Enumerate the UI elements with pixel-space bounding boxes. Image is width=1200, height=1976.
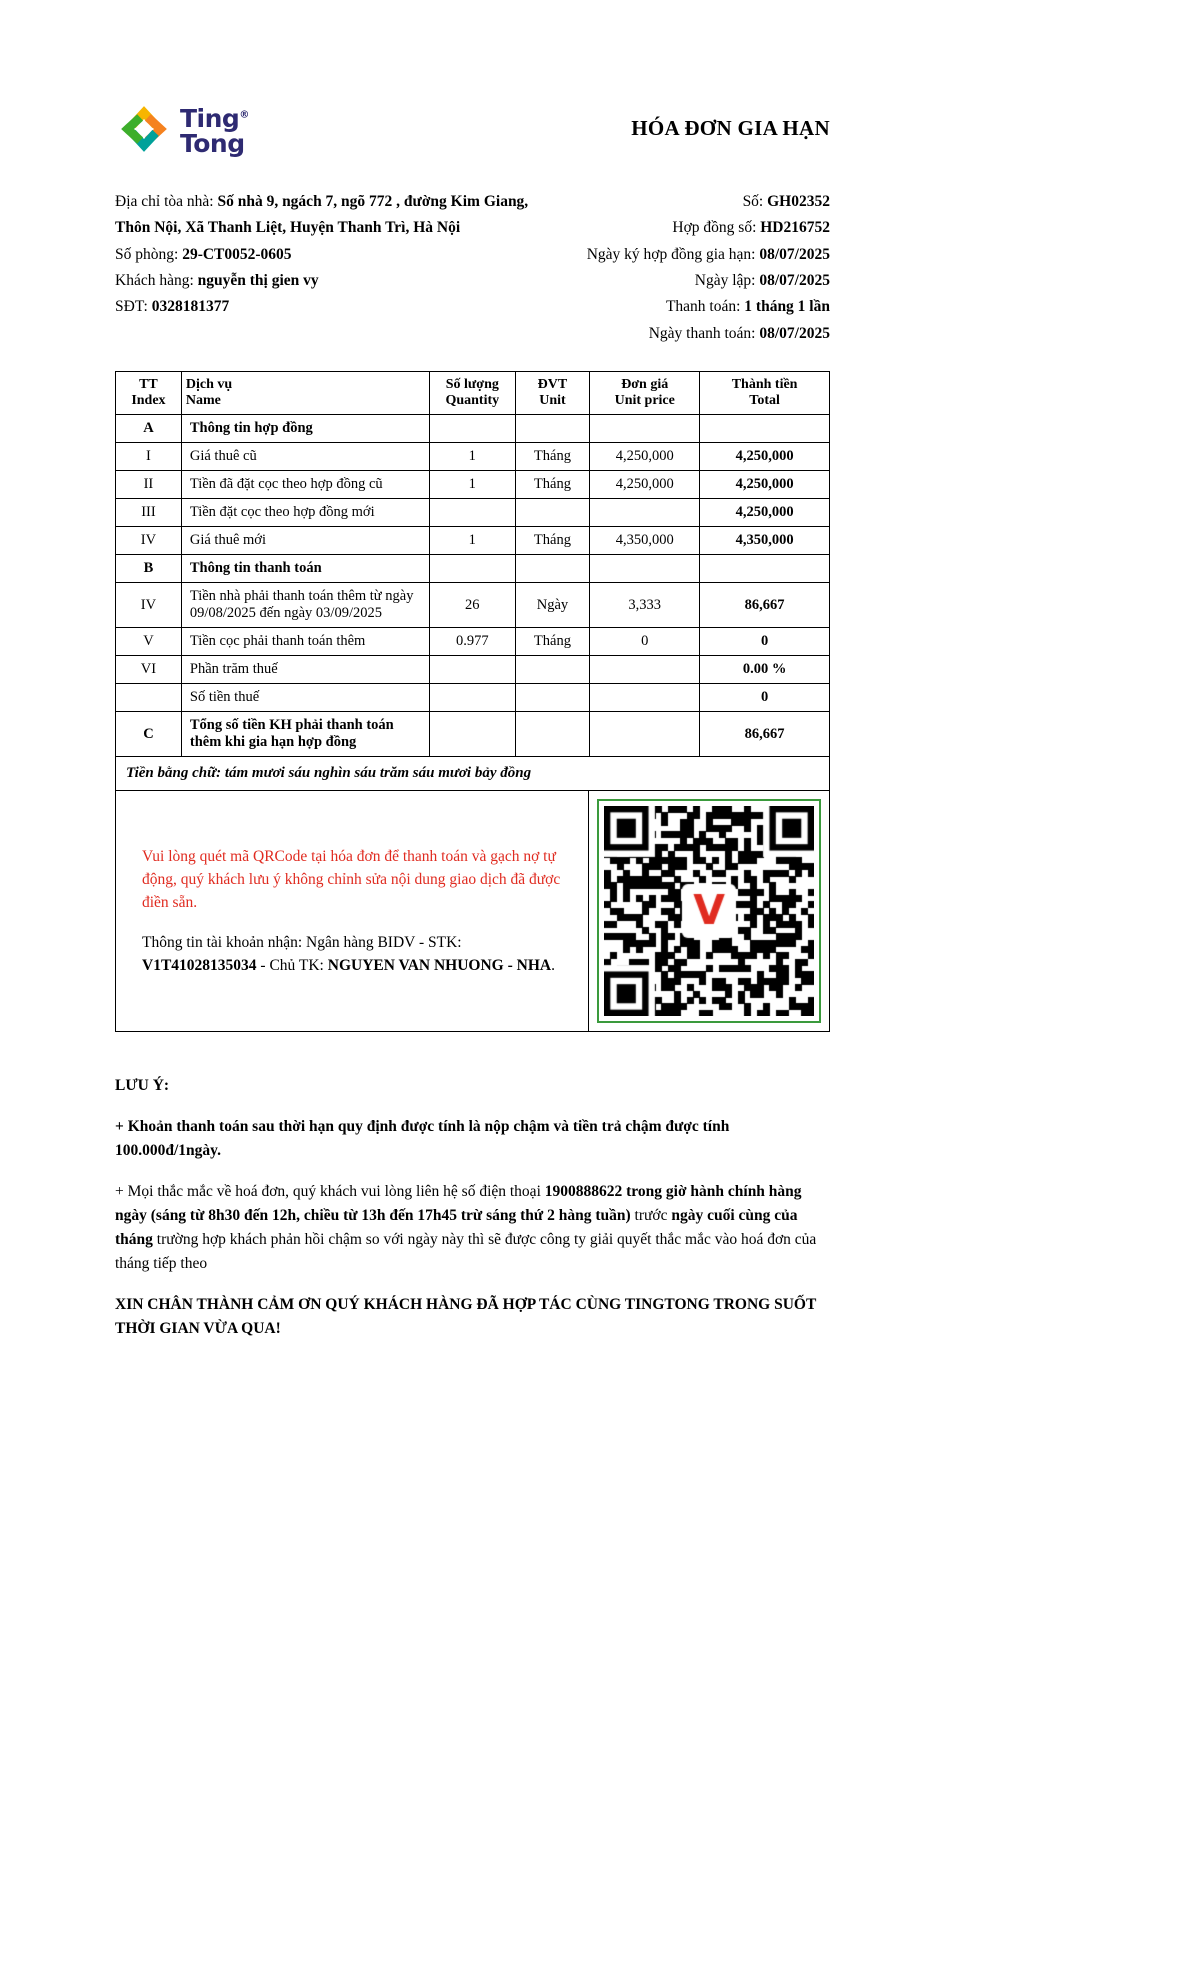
column-header-name (181, 372, 429, 415)
invoice-table-body (116, 415, 830, 757)
deadline-text: ngày cuối cùng của tháng (115, 1207, 798, 1249)
qr-payment-instructions: Vui lòng quét mã QRCode tại hóa đơn để thanh toán và gạch nợ tự động, quý khách lưu ý không chỉnh sửa nội dung giao dịch đã được điền sẵn. (142, 847, 561, 912)
footer-notes (115, 1074, 830, 1341)
payment-cycle-value: 1 tháng 1 lần (744, 298, 830, 316)
account-number: V1T41028135034 (142, 956, 257, 974)
cell-total: 0 (700, 628, 830, 656)
column-header-total (700, 372, 830, 415)
cell-qty: 1 (429, 471, 515, 499)
header-line: Dịch vụ (185, 377, 233, 393)
cell-unit: Tháng (515, 471, 590, 499)
cell-index: IV (116, 527, 182, 555)
cell-price: 4,350,000 (590, 527, 700, 555)
cell-name: Thông tin hợp đồng (181, 415, 429, 443)
payment-box (115, 790, 830, 1032)
issue-date-value: 08/07/2025 (759, 272, 830, 290)
qr-canvas (604, 806, 814, 1016)
room-number (115, 242, 535, 268)
cell-price: 4,250,000 (590, 443, 700, 471)
cell-total: 0.00 % (700, 656, 830, 684)
table-row (116, 555, 830, 583)
contract-number-value: HD216752 (760, 219, 830, 237)
cell-unit (515, 712, 590, 757)
invoice-number (535, 189, 830, 215)
header-line: TT (139, 377, 158, 393)
cell-name: Tiền đặt cọc theo hợp đồng mới (181, 499, 429, 527)
tingtong-logo-text (180, 104, 249, 158)
account-holder: NGUYEN VAN NHUONG - NHA (327, 956, 552, 974)
table-row (116, 684, 830, 712)
cell-total: 4,350,000 (700, 527, 830, 555)
cell-total: 4,250,000 (700, 471, 830, 499)
renewal-sign-date-label: Ngày ký hợp đồng gia hạn: (586, 245, 760, 263)
cell-qty (429, 712, 515, 757)
building-address (115, 189, 535, 242)
cell-price (590, 499, 700, 527)
issue-date-label: Ngày lập: (694, 272, 760, 290)
invoice-number-label: Số: (742, 193, 768, 210)
contact-note-text: trường hợp khách phản hồi chậm so với ngày này thì sẽ được công ty giải quyết thắc mắc vào hoá đơn của tháng tiếp theo (115, 1231, 817, 1273)
cell-unit (515, 415, 590, 443)
cell-unit (515, 656, 590, 684)
info-left (115, 189, 535, 347)
payment-text-cell (116, 791, 589, 1031)
cell-name: Giá thuê mới (181, 527, 429, 555)
cell-price (590, 415, 700, 443)
cell-qty (429, 415, 515, 443)
header-line: Index (131, 393, 166, 409)
late-payment-note: + Khoản thanh toán sau thời hạn quy định được tính là nộp chậm và tiền trả chậm được tính 100.000đ/1ngày. (115, 1118, 730, 1160)
table-row (116, 415, 830, 443)
cell-total (700, 415, 830, 443)
header-line: Unit price (614, 393, 675, 409)
cell-total: 4,250,000 (700, 443, 830, 471)
payment-cycle (535, 294, 830, 320)
cell-index: II (116, 471, 182, 499)
contract-number (535, 215, 830, 241)
phone-number (115, 294, 535, 320)
cell-index: I (116, 443, 182, 471)
cell-index: III (116, 499, 182, 527)
table-row (116, 583, 830, 628)
phone-number-label: SĐT: (115, 298, 152, 316)
issue-date (535, 268, 830, 294)
header-line: Unit (539, 393, 566, 409)
cell-index: IV (116, 583, 182, 628)
table-header-row (116, 372, 830, 415)
cell-total: 86,667 (700, 583, 830, 628)
header (115, 100, 830, 163)
contact-note (115, 1180, 830, 1276)
cell-name: Tiền cọc phải thanh toán thêm (181, 628, 429, 656)
header-line: Thành tiền (731, 377, 798, 393)
cell-name: Phần trăm thuế (181, 656, 429, 684)
header-line: Name (185, 393, 221, 409)
header-line: Quantity (445, 393, 500, 409)
qr-code (597, 799, 821, 1023)
cell-price (590, 555, 700, 583)
table-row (116, 656, 830, 684)
renewal-sign-date (535, 242, 830, 268)
cell-qty (429, 499, 515, 527)
logo-line1: Ting (180, 104, 240, 133)
header-line: ĐVT (537, 377, 568, 393)
cell-unit: Tháng (515, 527, 590, 555)
room-number-label: Số phòng: (115, 245, 183, 263)
amount-in-words: Tiền bằng chữ: tám mươi sáu nghìn sáu trăm sáu mươi bảy đồng (116, 757, 830, 791)
hotline-number: 1900888622 trong giờ hành chính hàng ngày (sáng từ 8h30 đến 12h, chiều từ 13h đến 17h45 trừ sáng thứ 2 hàng tuần) (115, 1183, 802, 1225)
payment-date-label: Ngày thanh toán: (648, 324, 760, 342)
phone-number-value: 0328181377 (151, 298, 230, 316)
cell-total: 4,250,000 (700, 499, 830, 527)
cell-index: V (116, 628, 182, 656)
header-line: Đơn giá (621, 377, 669, 393)
cell-index: C (116, 712, 182, 757)
column-header-unit-price (590, 372, 700, 415)
cell-name: Tổng số tiền KH phải thanh toán thêm khi gia hạn hợp đồng (181, 712, 429, 757)
cell-qty: 26 (429, 583, 515, 628)
cell-qty: 0.977 (429, 628, 515, 656)
cell-qty (429, 555, 515, 583)
cell-unit (515, 499, 590, 527)
amount-in-words-row (116, 757, 830, 791)
building-address-value: Số nhà 9, ngách 7, ngõ 772 , đường Kim Giang, Thôn Nội, Xã Thanh Liệt, Huyện Thanh Trì, Hà Nội (115, 193, 529, 237)
room-number-value: 29-CT0052-0605 (182, 245, 292, 263)
notes-heading: LƯU Ý: (115, 1077, 170, 1095)
account-info (142, 931, 562, 978)
header-line: Total (749, 393, 780, 409)
invoice-table (115, 371, 830, 791)
cell-unit: Tháng (515, 443, 590, 471)
cell-total (700, 555, 830, 583)
cell-qty: 1 (429, 527, 515, 555)
contact-note-text: + Mọi thắc mắc về hoá đơn, quý khách vui lòng liên hệ số điện thoại (115, 1183, 545, 1201)
cell-index (116, 684, 182, 712)
cell-price (590, 712, 700, 757)
table-row (116, 471, 830, 499)
qr-cell (589, 791, 829, 1031)
cell-name: Tiền nhà phải thanh toán thêm từ ngày 09/08/2025 đến ngày 03/09/2025 (181, 583, 429, 628)
column-header-index (116, 372, 182, 415)
tingtong-logo (115, 100, 249, 163)
invoice-info (115, 189, 830, 347)
payment-cycle-label: Thanh toán: (665, 298, 745, 316)
customer-name-label: Khách hàng: (115, 272, 198, 290)
account-info-suffix: . (551, 956, 555, 974)
table-row (116, 628, 830, 656)
column-header-quantity (429, 372, 515, 415)
info-right (535, 189, 830, 347)
customer-name (115, 268, 535, 294)
registered-mark: ® (239, 109, 249, 121)
cell-unit: Tháng (515, 628, 590, 656)
cell-qty (429, 656, 515, 684)
logo-line2: Tong (180, 128, 245, 158)
invoice-number-value: GH02352 (767, 193, 830, 210)
cell-name: Tiền đã đặt cọc theo hợp đồng cũ (181, 471, 429, 499)
page-title: HÓA ĐƠN GIA HẠN (631, 116, 830, 140)
cell-total: 86,667 (700, 712, 830, 757)
cell-unit (515, 684, 590, 712)
cell-name: Số tiền thuế (181, 684, 429, 712)
contract-number-label: Hợp đồng số: (672, 219, 761, 237)
thank-you-note: XIN CHÂN THÀNH CẢM ƠN QUÝ KHÁCH HÀNG ĐÃ HỢP TÁC CÙNG TINGTONG TRONG SUỐT THỜI GIAN VỪA QUA! (115, 1296, 817, 1338)
cell-name: Giá thuê cũ (181, 443, 429, 471)
building-address-label: Địa chỉ tòa nhà: (115, 193, 218, 210)
cell-price: 4,250,000 (590, 471, 700, 499)
cell-unit: Ngày (515, 583, 590, 628)
cell-unit (515, 555, 590, 583)
header-line: Số lượng (445, 377, 499, 393)
cell-index: VI (116, 656, 182, 684)
cell-qty (429, 684, 515, 712)
table-row (116, 499, 830, 527)
cell-index: A (116, 415, 182, 443)
table-row (116, 527, 830, 555)
cell-name: Thông tin thanh toán (181, 555, 429, 583)
renewal-sign-date-value: 08/07/2025 (759, 245, 830, 263)
cell-qty: 1 (429, 443, 515, 471)
cell-price (590, 656, 700, 684)
contact-note-text: trước (630, 1207, 672, 1225)
tingtong-logo-icon (115, 100, 173, 163)
customer-name-value: nguyễn thị gien vy (197, 272, 319, 290)
table-row (116, 443, 830, 471)
column-header-unit (515, 372, 590, 415)
cell-price: 0 (590, 628, 700, 656)
table-row (116, 712, 830, 757)
account-info-prefix: Thông tin tài khoản nhận: Ngân hàng BIDV - STK: (142, 933, 462, 951)
payment-date-value: 08/07/2025 (759, 324, 830, 342)
cell-price: 3,333 (590, 583, 700, 628)
cell-total: 0 (700, 684, 830, 712)
cell-index: B (116, 555, 182, 583)
account-info-mid: - Chủ TK: (256, 956, 328, 974)
cell-price (590, 684, 700, 712)
payment-date (535, 321, 830, 347)
